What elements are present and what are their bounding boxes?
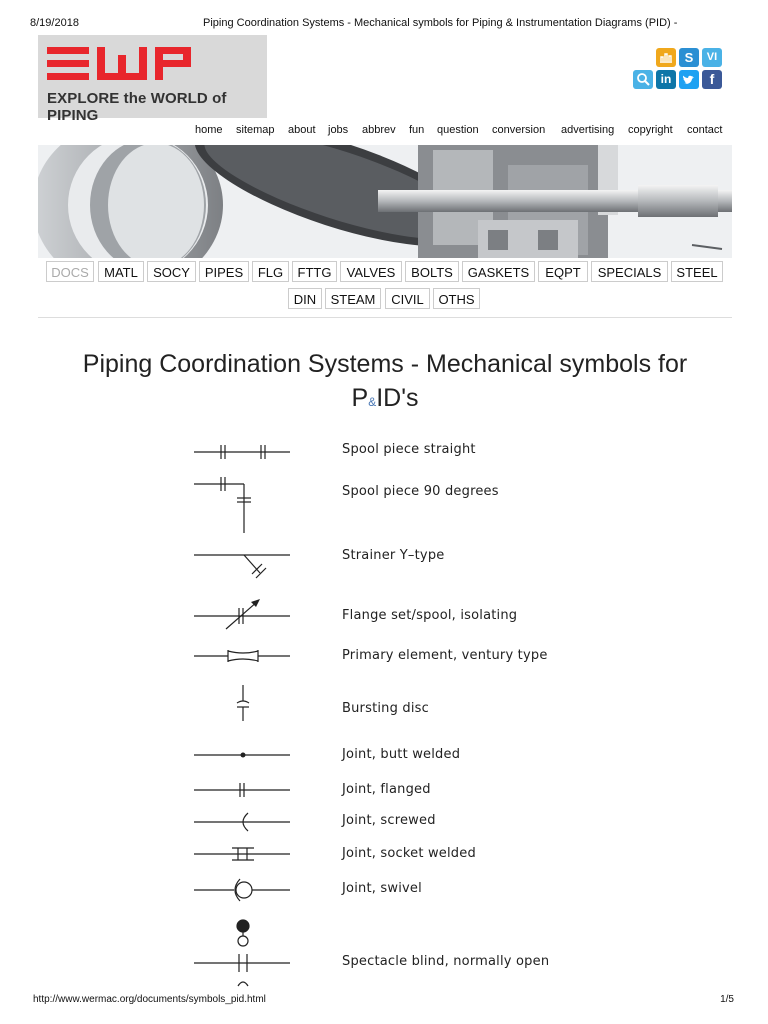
nav-copyright[interactable]: copyright xyxy=(628,124,673,136)
category-oths[interactable]: OTHS xyxy=(433,288,480,309)
symbol-label-swivel: Joint, swivel xyxy=(342,881,422,896)
symbol-joint-socket-welded xyxy=(194,845,294,863)
category-civil[interactable]: CIVIL xyxy=(385,288,430,309)
nav-about[interactable]: about xyxy=(288,124,316,136)
symbol-label-butt-welded: Joint, butt welded xyxy=(342,747,461,762)
linkedin-icon[interactable]: in xyxy=(656,70,676,89)
chart-icon[interactable] xyxy=(656,48,676,67)
nav-question[interactable]: question xyxy=(437,124,479,136)
print-url: http://www.wermac.org/documents/symbols_pid.html xyxy=(33,994,266,1005)
category-matl[interactable]: MATL xyxy=(98,261,144,282)
category-fttg[interactable]: FTTG xyxy=(292,261,337,282)
symbol-spectacle-blind xyxy=(194,918,294,990)
symbol-label-bursting-disc: Bursting disc xyxy=(342,701,429,716)
category-specials[interactable]: SPECIALS xyxy=(591,261,668,282)
nav-fun[interactable]: fun xyxy=(409,124,425,136)
category-bolts[interactable]: BOLTS xyxy=(405,261,459,282)
print-page-number: 1/5 xyxy=(720,994,734,1005)
category-steam[interactable]: STEAM xyxy=(325,288,381,309)
category-steel[interactable]: STEEL xyxy=(671,261,723,282)
page-title-line1: Piping Coordination Systems - Mechanical symbols for xyxy=(82,350,688,378)
category-socy[interactable]: SOCY xyxy=(147,261,196,282)
symbol-strainer-y xyxy=(194,548,294,584)
symbol-spool-straight xyxy=(194,443,294,461)
symbol-joint-screwed xyxy=(194,811,294,833)
symbol-label-spool-straight: Spool piece straight xyxy=(342,442,476,457)
symbol-joint-flanged xyxy=(194,781,294,799)
category-gaskets[interactable]: GASKETS xyxy=(462,261,535,282)
category-valves[interactable]: VALVES xyxy=(340,261,402,282)
category-docs[interactable]: DOCS xyxy=(46,261,94,282)
symbol-bursting-disc xyxy=(194,683,294,723)
nav-jobs[interactable]: jobs xyxy=(328,124,349,136)
symbol-spool-90 xyxy=(194,475,294,535)
search-icon[interactable] xyxy=(633,70,653,89)
symbol-label-spectacle-blind: Spectacle blind, normally open xyxy=(342,954,550,969)
nav-sitemap[interactable]: sitemap xyxy=(236,124,275,136)
s-icon[interactable]: S xyxy=(679,48,699,67)
print-title: Piping Coordination Systems - Mechanical symbols for Piping & Instrumentation Diagrams (PID) - xyxy=(203,17,678,29)
category-flg[interactable]: FLG xyxy=(252,261,289,282)
symbol-label-strainer-y: Strainer Y–type xyxy=(342,548,445,563)
symbol-label-flanged: Joint, flanged xyxy=(342,782,431,797)
divider xyxy=(38,317,732,318)
nav-contact[interactable]: contact xyxy=(687,124,723,136)
page-title-line2: P&ID's xyxy=(351,384,419,412)
category-pipes[interactable]: PIPES xyxy=(199,261,249,282)
category-eqpt[interactable]: EQPT xyxy=(538,261,588,282)
hero-banner-image xyxy=(38,145,732,258)
symbol-label-venturi: Primary element, ventury type xyxy=(342,648,548,663)
symbol-label-spool-90: Spool piece 90 degrees xyxy=(342,484,499,499)
twitter-icon[interactable] xyxy=(679,70,699,89)
nav-advertising[interactable]: advertising xyxy=(561,124,615,136)
print-date: 8/19/2018 xyxy=(30,17,79,29)
symbol-label-socket-welded: Joint, socket welded xyxy=(342,846,476,861)
vi-icon[interactable]: VI xyxy=(702,48,722,67)
symbol-label-flange-isolating: Flange set/spool, isolating xyxy=(342,608,518,623)
nav-conversion[interactable]: conversion xyxy=(492,124,546,136)
logo-tagline: EXPLORE the WORLD of PIPING xyxy=(47,90,227,124)
nav-abbrev[interactable]: abbrev xyxy=(362,124,396,136)
site-logo[interactable] xyxy=(38,35,267,124)
symbol-flange-isolating xyxy=(194,597,294,633)
symbol-venturi xyxy=(194,647,294,665)
symbol-joint-butt-welded xyxy=(194,747,294,763)
symbol-label-screwed: Joint, screwed xyxy=(342,813,436,828)
nav-home[interactable]: home xyxy=(195,124,223,136)
category-din[interactable]: DIN xyxy=(288,288,322,309)
ewp-logo-mark xyxy=(47,47,207,87)
page-title xyxy=(40,347,730,419)
symbol-joint-swivel xyxy=(194,876,294,904)
facebook-icon[interactable]: f xyxy=(702,70,722,89)
